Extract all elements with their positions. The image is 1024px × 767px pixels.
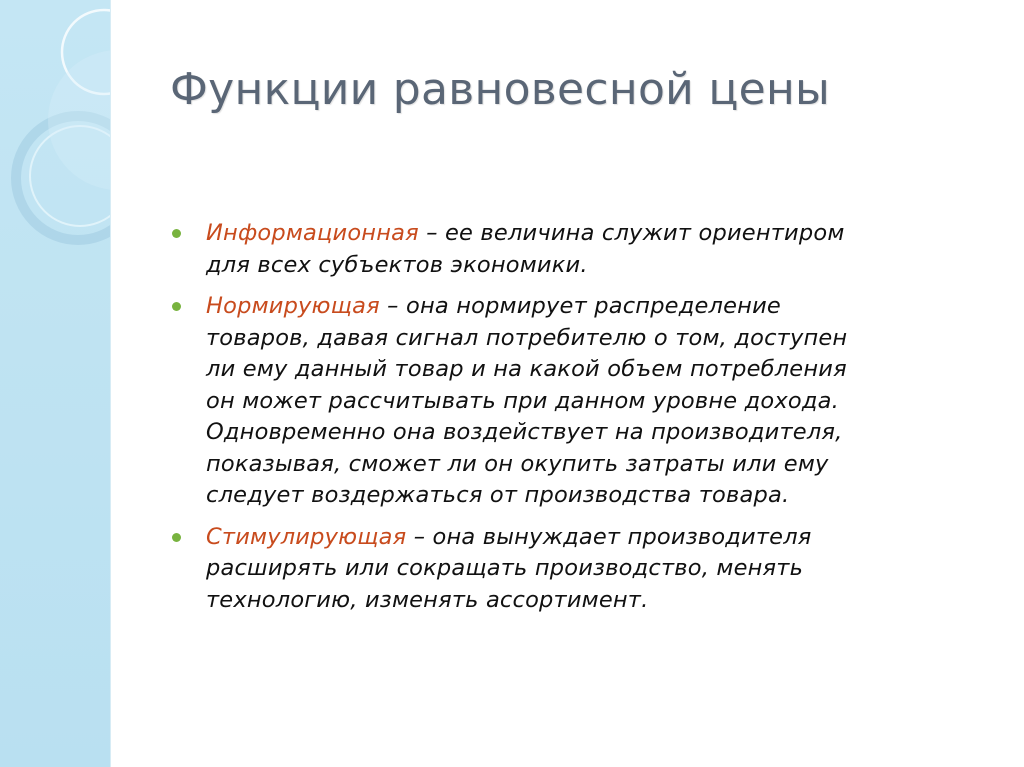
ring-decoration-icon <box>0 0 110 300</box>
bullet-line: он может рассчитывать при данном уровне дохода. <box>206 387 839 414</box>
bullet-dot-icon <box>172 302 181 311</box>
bullet-dot-icon <box>172 533 181 542</box>
bullet-line: расширять или сокращать производство, менять <box>206 555 804 581</box>
bullet-item-informational <box>172 218 1002 281</box>
bullet-line: показывая, сможет ли он окупить затраты или ему <box>206 450 829 477</box>
bullet-first-line-text: – она нормирует распределение <box>379 293 781 319</box>
bullet-line: следует воздержаться от производства товара. <box>206 482 790 508</box>
bullet-line: Одновременно она воздействует на производителя, <box>206 419 843 445</box>
bullet-line: ли ему данный товар и на какой объем потребления <box>206 356 847 382</box>
bullet-line: для всех субъектов экономики. <box>206 251 588 278</box>
bullet-first-line <box>206 522 1002 554</box>
slide-title: Функции равновесной цены <box>170 64 831 115</box>
bullet-line: технологию, изменять ассортимент. <box>206 586 649 613</box>
term-informational: Информационная <box>206 220 419 246</box>
bullet-first-line <box>206 218 1002 250</box>
bullet-dot-icon <box>172 229 181 238</box>
term-stimulating: Стимулирующая <box>206 523 407 550</box>
side-panel <box>0 0 111 767</box>
term-normative: Нормирующая <box>206 293 380 319</box>
bullet-first-line <box>206 291 1002 323</box>
bullet-first-line-text: – она вынуждает производителя <box>406 523 812 550</box>
bullet-first-line-text: – ее величина служит ориентиром <box>418 220 845 246</box>
bullet-item-normative <box>172 291 1002 512</box>
bullet-line: товаров, давая сигнал потребителю о том, доступен <box>206 324 848 351</box>
bullet-item-stimulating <box>172 522 1002 617</box>
bullet-list <box>172 218 1002 626</box>
